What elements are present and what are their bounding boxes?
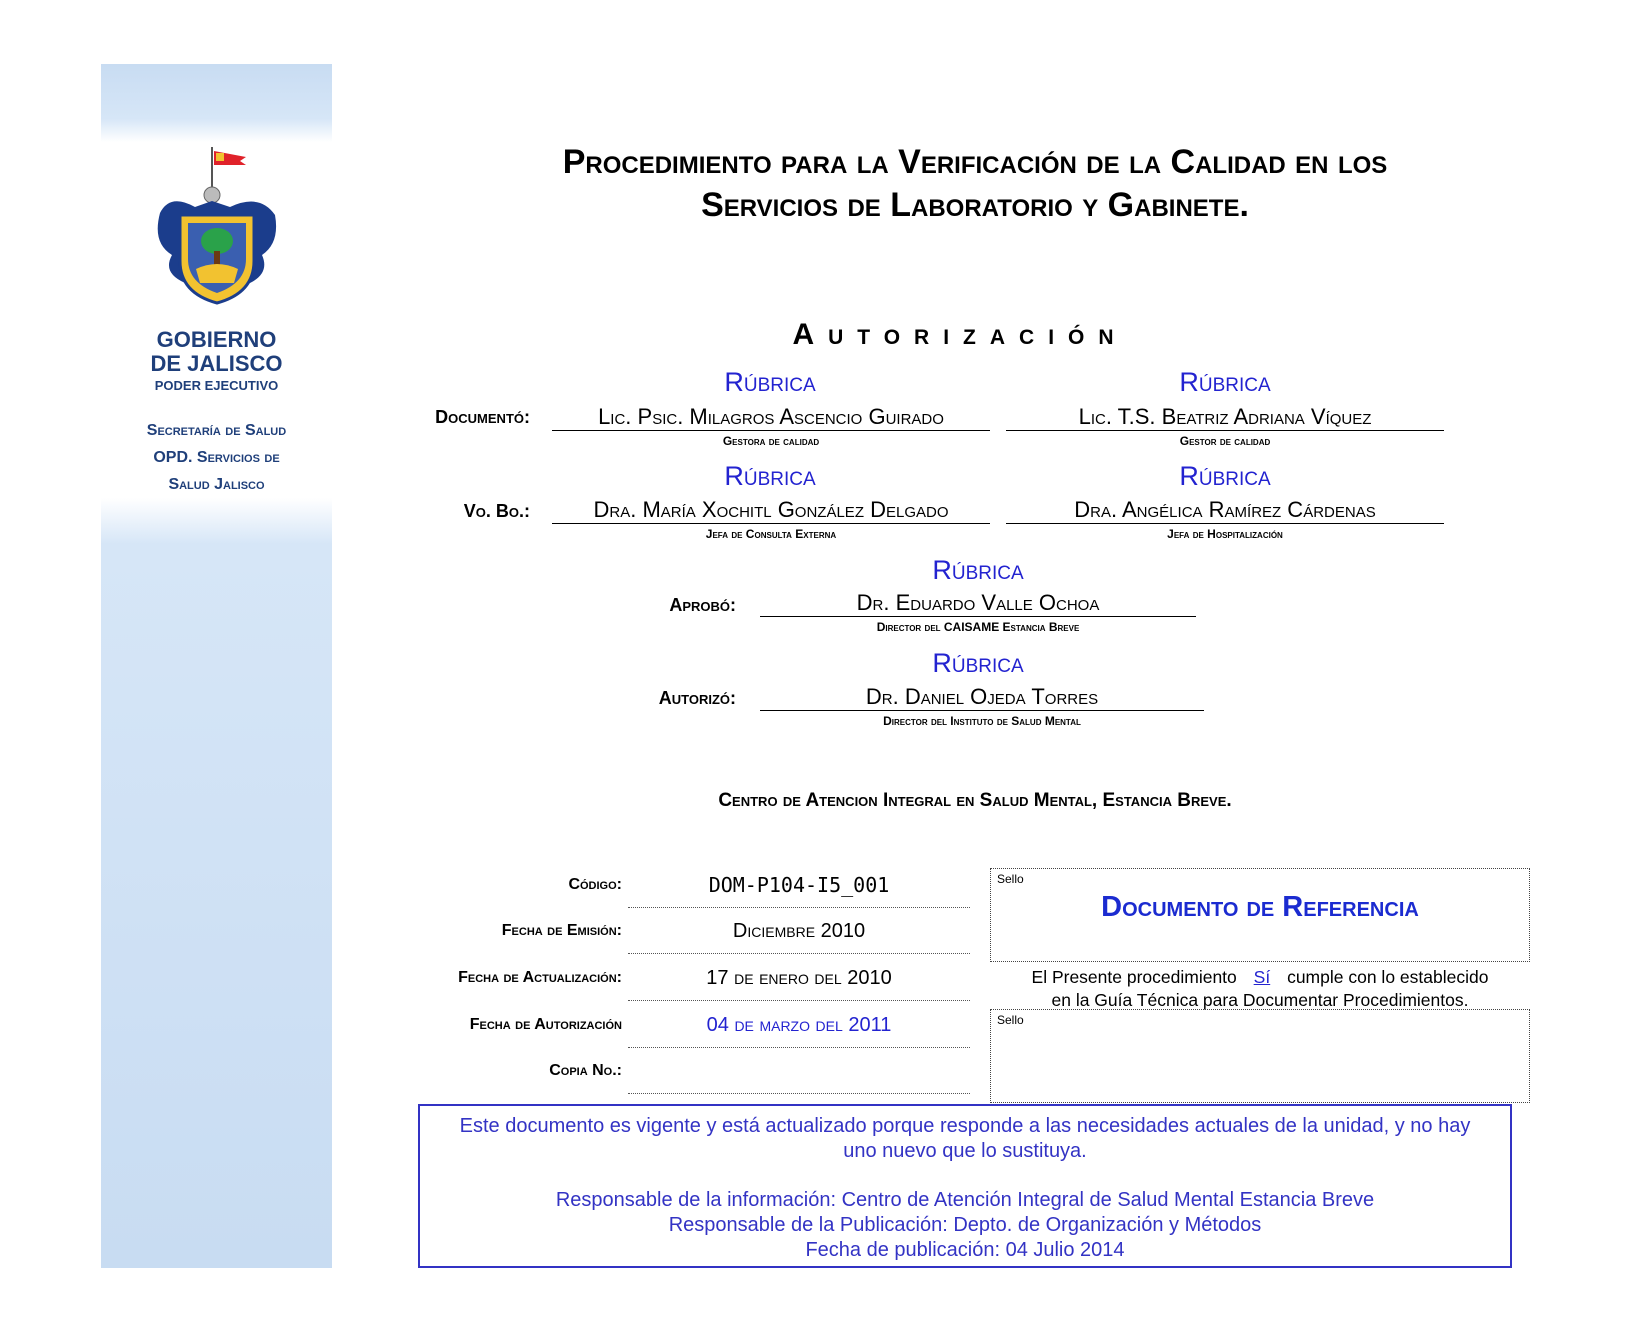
center-name: Centro de Atencion Integral en Salud Mental, Estancia Breve. [718, 790, 1232, 811]
signer-role: Jefa de Hospitalización [1167, 527, 1283, 541]
authorization-heading: Autorización [792, 318, 1128, 351]
notice-info-responsible: Responsable de la información: Centro de Atención Integral de Salud Mental Estancia Breve [555, 1189, 1375, 1211]
documento-referencia-stamp: Documento de Referencia [1101, 891, 1419, 923]
compliance-post: cumple con lo establecido [1287, 967, 1489, 987]
autorizo-label: Autorizó: [658, 688, 736, 708]
sello-label: Sello [997, 872, 1024, 886]
signer-role: Gestor de calidad [1179, 434, 1271, 448]
rubrica-label: Rúbrica [932, 555, 1024, 585]
gov-name-line3: PODER EJECUTIVO [154, 378, 279, 393]
signer-name: Lic. T.S. Beatriz Adriana Víquez [1006, 404, 1444, 431]
notice-publication-responsible: Responsable de la Publicación: Depto. de Organización y Métodos [668, 1214, 1262, 1236]
emision-label: Fecha de Emisión: [501, 922, 622, 939]
actualizacion-value: 17 de enero del 2010 [628, 956, 970, 1001]
secretaria-line1: Secretaría de Salud [146, 422, 287, 439]
reference-stamp-box [990, 868, 1530, 962]
codigo-value: DOM-P104-I5_001 [628, 863, 970, 908]
signer-name: Dr. Daniel Ojeda Torres [760, 684, 1204, 711]
notice-validity: Este documento es vigente y está actualizado porque responde a las necesidades actuales de la unidad, y no hay uno nuevo que lo sustituya. [459, 1115, 1471, 1162]
secretaria-line2: OPD. Servicios de [153, 449, 280, 466]
rubrica-label: Rúbrica [724, 461, 816, 491]
secretaria-line3: Salud Jalisco [168, 476, 265, 493]
document-title-line2: Servicios de Laboratorio y Gabinete. [701, 186, 1249, 224]
document-title-line1: Procedimiento para la Verificación de la Calidad en los [562, 143, 1388, 181]
validity-notice [418, 1104, 1512, 1268]
codigo-label: Código: [568, 876, 622, 893]
signer-name: Dra. María Xochitl González Delgado [552, 497, 990, 524]
rubrica-label: Rúbrica [724, 367, 816, 397]
compliance-line2: en la Guía Técnica para Documentar Procedimientos. [1051, 990, 1469, 1010]
sello-stamp-box [990, 1009, 1530, 1103]
signer-name: Dr. Eduardo Valle Ochoa [760, 590, 1196, 617]
autorizacion-value: 04 de marzo del 2011 [628, 1003, 970, 1048]
sidebar-top-band [101, 64, 332, 142]
rubrica-label: Rúbrica [1179, 367, 1271, 397]
actualizacion-label: Fecha de Actualización: [458, 969, 622, 986]
copia-label: Copia No.: [549, 1062, 622, 1079]
notice-publication-date: Fecha de publicación: 04 Julio 2014 [805, 1239, 1125, 1261]
signer-role: Director del Instituto de Salud Mental [883, 714, 1081, 728]
signer-role: Jefa de Consulta Externa [705, 527, 837, 541]
rubrica-label: Rúbrica [932, 648, 1024, 678]
aprobo-label: Aprobó: [669, 595, 736, 615]
compliance-statement [990, 966, 1530, 1012]
rubrica-label: Rúbrica [1179, 461, 1271, 491]
compliance-si: Sí [1253, 967, 1271, 987]
copia-value [628, 1049, 970, 1094]
sello-label: Sello [997, 1013, 1024, 1027]
signer-name: Dra. Angélica Ramírez Cárdenas [1006, 497, 1444, 524]
gov-name-line2: DE JALISCO [150, 351, 283, 376]
signer-role: Director del CAISAME Estancia Breve [876, 620, 1080, 634]
vobo-label: Vo. Bo.: [463, 501, 530, 521]
sidebar-bottom-band [101, 498, 332, 1268]
gov-name-line1: GOBIERNO [156, 327, 277, 352]
emision-value: Diciembre 2010 [628, 909, 970, 954]
documento-label: Documentó: [435, 407, 530, 427]
compliance-pre: El Presente procedimiento [1031, 967, 1237, 987]
jalisco-coat-of-arms-icon [150, 143, 285, 308]
signer-role: Gestora de calidad [722, 434, 820, 448]
signer-name: Lic. Psic. Milagros Ascencio Guirado [552, 404, 990, 431]
autorizacion-label: Fecha de Autorización [469, 1016, 622, 1033]
